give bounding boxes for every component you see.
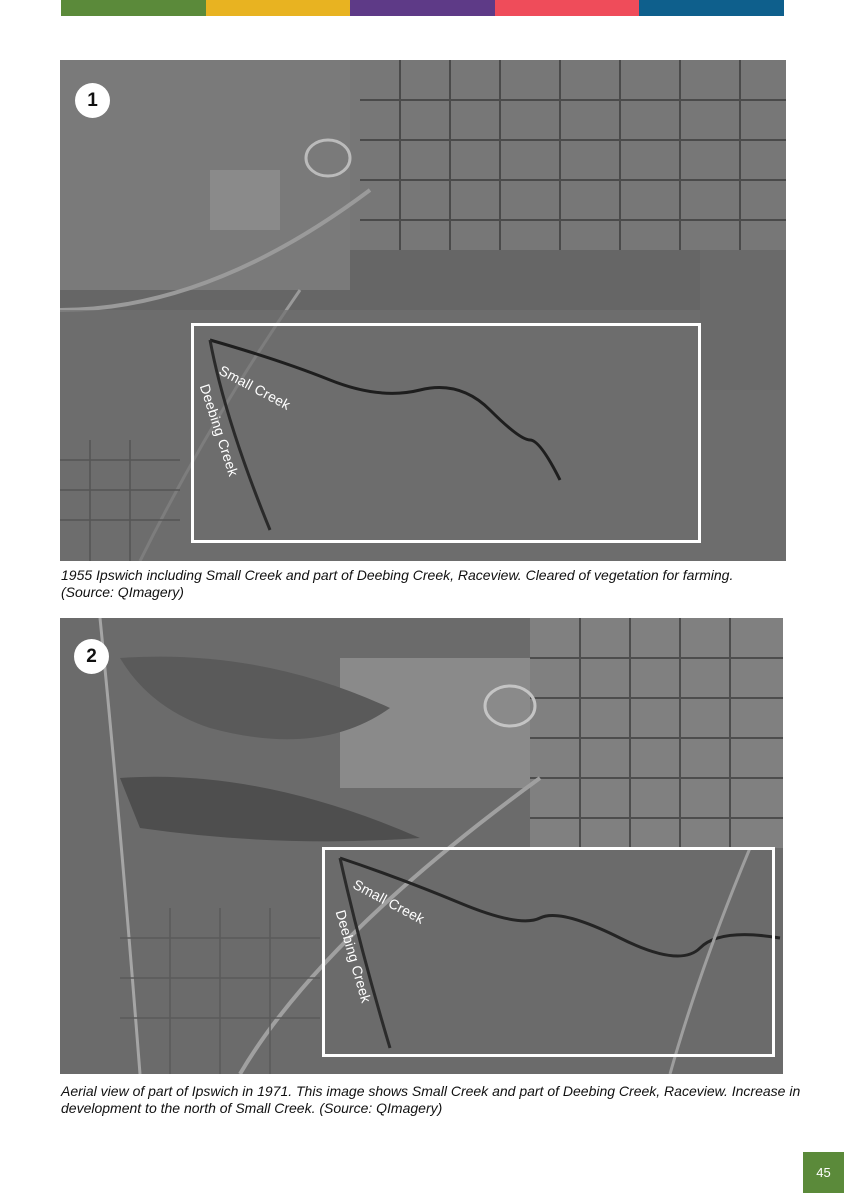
color-bar-segment-blue <box>639 0 784 16</box>
small-creek-label: Small Creek <box>350 876 428 927</box>
page-number: 45 <box>803 1152 844 1193</box>
aerial-photo-1955 <box>60 60 786 561</box>
color-bar-segment-purple <box>350 0 495 16</box>
photo-caption-1971: Aerial view of part of Ipswich in 1971. This image shows Small Creek and part of Deebing Creek, Raceview. Increase in development to the north of Small Creek. (Source: QImagery) <box>61 1083 801 1116</box>
header-color-bar <box>61 0 784 16</box>
highlight-frame <box>322 847 775 1057</box>
highlight-frame <box>191 323 701 543</box>
small-creek-label: Small Creek <box>216 362 294 413</box>
photo-caption-1955: 1955 Ipswich including Small Creek and part of Deebing Creek, Raceview. Cleared of vegetation for farming. (Source: QImagery) <box>61 567 734 600</box>
photo-number-badge: 2 <box>74 639 109 674</box>
color-bar-segment-yellow <box>206 0 351 16</box>
color-bar-segment-red <box>495 0 640 16</box>
aerial-photo-1971 <box>60 618 783 1074</box>
color-bar-segment-green <box>61 0 206 16</box>
photo-number-badge: 1 <box>75 83 110 118</box>
deebing-creek-label: Deebing Creek <box>332 908 375 1005</box>
deebing-creek-label: Deebing Creek <box>196 382 242 479</box>
